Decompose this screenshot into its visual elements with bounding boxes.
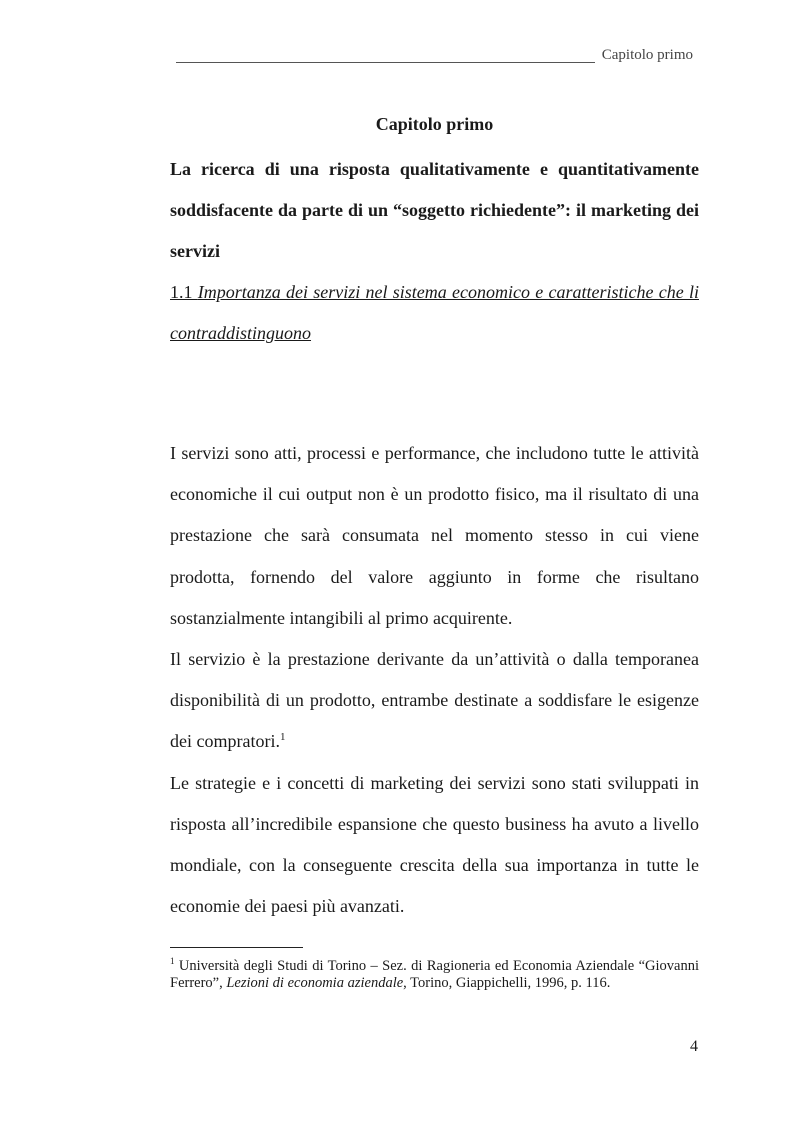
footnote [170,958,699,992]
chapter-label: Capitolo primo [375,114,494,134]
page-number: 4 [690,1038,698,1055]
paragraph: Le strategie e i concetti di marketing dei servizi sono stati sviluppati in risposta all’incredibile espansione che questo business ha avuto a livello mondiale, con la conseguente crescita della sua importanza in tutte le economie dei paesi più avanzati. [170,772,699,917]
footnote-marker: 1 [170,956,175,967]
body-text [170,433,699,927]
paragraph: I servizi sono atti, processi e performance, che includono tutte le attività economiche il cui output non è un prodotto fisico, ma il risultato di una prestazione che sarà consumata nel momento stesso in cui viene prodotta, fornendo del valore aggiunto in forme che risultano sostanzialmente intangibili al primo acquirente. [170,443,699,628]
paragraph-with-footnote [170,639,699,763]
running-head: Capitolo primo [601,47,693,63]
footnote-text: Università degli Studi di Torino – Sez. di Ragioneria ed Economia Aziendale “Giovanni Ferrero”, [170,958,700,991]
footnote-reference[interactable]: 1 [279,731,286,744]
section-heading [170,272,699,354]
chapter-title: La ricerca di una risposta qualitativamente e quantitativamente soddisfacente da parte di un “soggetto richiedente”: il marketing dei servizi [170,159,699,261]
footnote-separator [170,947,303,948]
footnote-book-title: Lezioni di economia aziendale [226,975,404,991]
section-number: 1.1 [170,282,193,302]
paragraph-text: Il servizio è la prestazione derivante da un’attività o dalla temporanea disponibilità di un prodotto, entrambe destinate a soddisfare le esigenze dei compratori. [170,649,699,752]
footnote-text-end: , Torino, Giappichelli, 1996, p. 116. [403,975,611,991]
header-rule [176,62,595,63]
section-title: Importanza dei servizi nel sistema economico e caratteristiche che li contraddistinguono [170,282,699,343]
